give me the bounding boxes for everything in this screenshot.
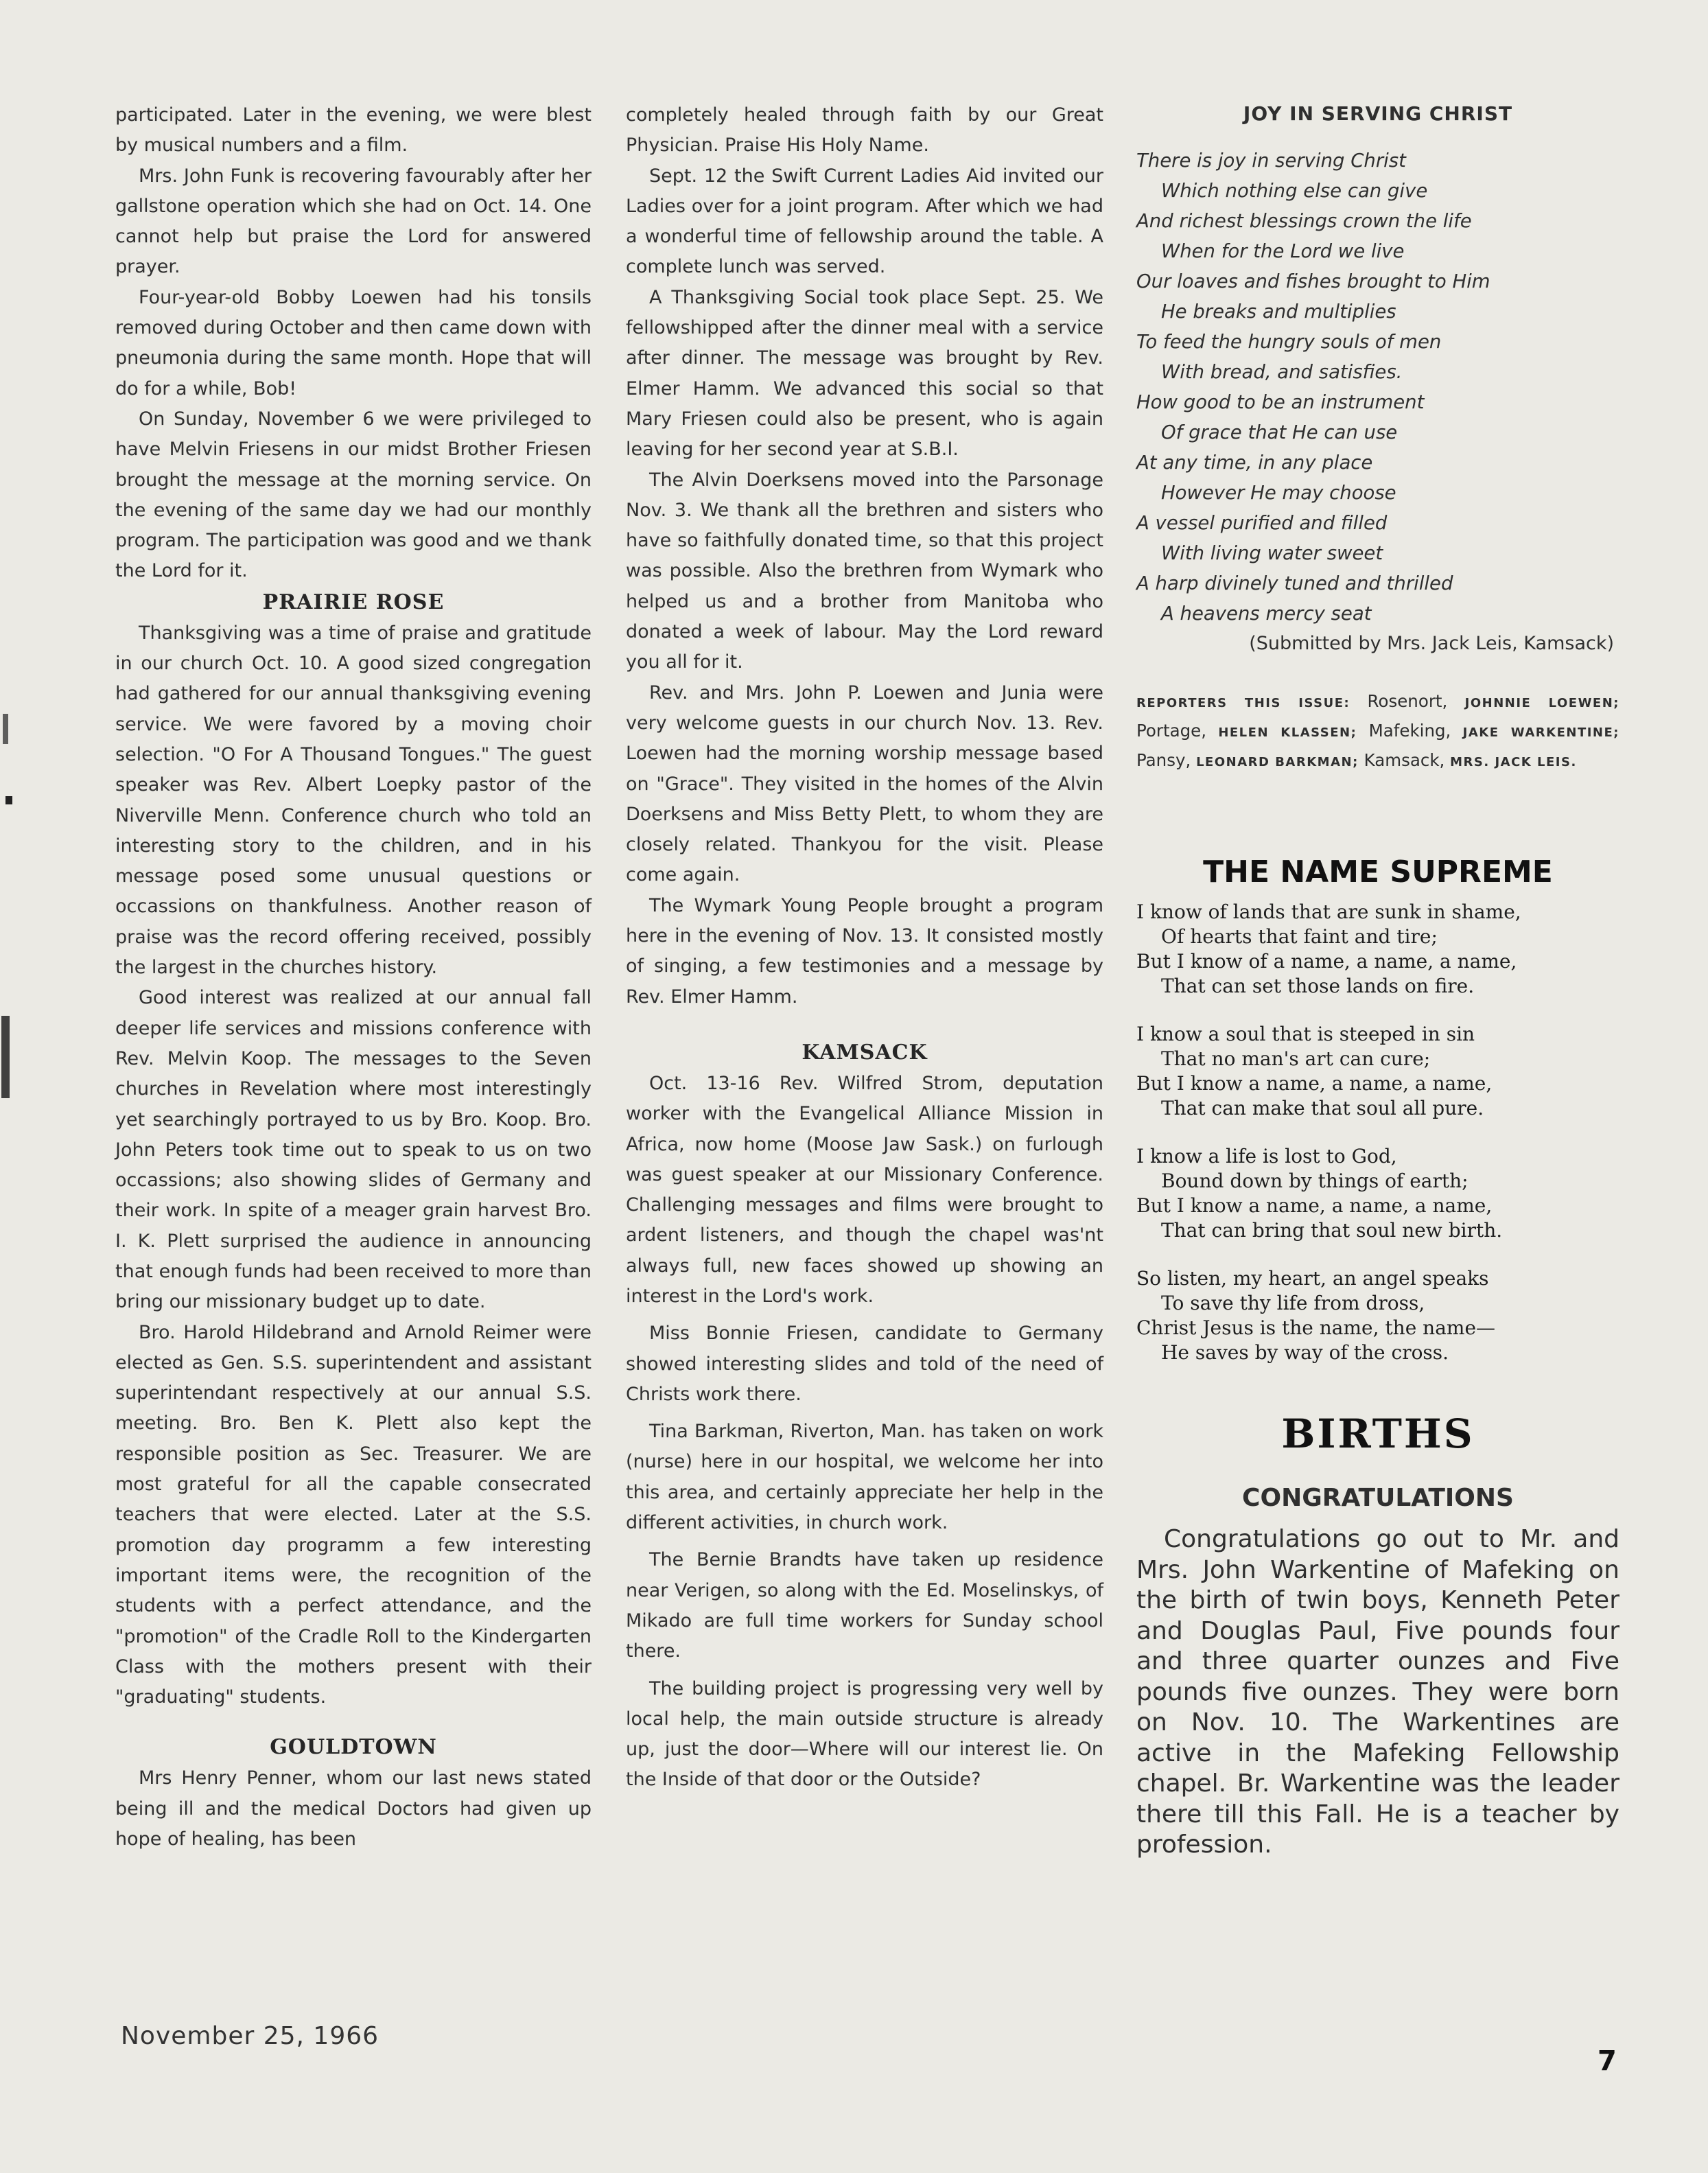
hymn-title: THE NAME SUPREME xyxy=(1203,855,1553,890)
reporter-name: HELEN KLASSEN; xyxy=(1218,725,1357,740)
reporter-name: JOHNNIE LOEWEN; xyxy=(1464,696,1619,710)
reporter-place: Kamsack, xyxy=(1364,750,1445,770)
poem xyxy=(1136,146,1619,629)
poem-line: When for the Lord we live xyxy=(1161,240,1405,262)
paragraph: Miss Bonnie Friesen, candidate to Germany showed interesting slides and told of the need of Christs work there. xyxy=(626,1323,1103,1405)
paragraph: participated. Later in the evening, we were blest by musical numbers and a film. xyxy=(115,104,592,156)
paragraph: Oct. 13-16 Rev. Wilfred Strom, deputation worker with the Evangelical Alliance Mission in Africa, now home (Moose Jaw Sask.) on furlough was guest speaker at our Missionary Conference. Challenging messages and films were brought to ardent listeners, and though the chapel was'nt always full, new faces showed up showing an interest in the Lord's work. xyxy=(626,1072,1103,1307)
hymn-line: But I know of a name, a name, a name, xyxy=(1136,950,1517,973)
paragraph: Mrs Henry Penner, whom our last news stated being ill and the medical Doctors had given up hope of healing, has been xyxy=(115,1767,592,1850)
poem-line: To feed the hungry souls of men xyxy=(1136,331,1442,353)
paragraph: A Thanksgiving Social took place Sept. 25. We fellowshipped after the dinner meal with a service after dinner. The message was brought by Rev. Elmer Hamm. We advanced this social so that Mary Friesen could also be present, who is again leaving for her second year at S.B.I. xyxy=(626,286,1103,461)
section-heading-prairie-rose: PRAIRIE ROSE xyxy=(262,590,445,614)
reporter-place: Portage, xyxy=(1136,721,1206,741)
poem-line: Which nothing else can give xyxy=(1161,180,1428,202)
column-middle xyxy=(626,100,1103,1796)
paragraph: The Alvin Doerksens moved into the Parsonage Nov. 3. We thank all the brethren and sisters who have so faithfully donated time, so that this project was possible. Also the brethren from Wymark who helped us and a brother from Manitoba who donated a week of labour. May the Lord reward you all for it. xyxy=(626,469,1103,673)
section-heading-kamsack: KAMSACK xyxy=(802,1040,928,1065)
reporter-place: Rosenort, xyxy=(1367,691,1448,711)
poem-title: JOY IN SERVING CHRIST xyxy=(1243,102,1513,125)
scan-mark xyxy=(5,796,12,804)
reporters-list xyxy=(1136,688,1619,776)
reporter-place: Mafeking, xyxy=(1368,721,1451,741)
births-heading: BIRTHS xyxy=(1281,1410,1475,1457)
paragraph: Rev. and Mrs. John P. Loewen and Junia were very welcome guests in our church Nov. 13. Rev. Loewen had the morning worship message based on "Grace". They visited in the homes of the Alvin Doerksens and Miss Betty Plett, to whom they are closely related. Thankyou for the visit. Please come again. xyxy=(626,682,1103,886)
reporter-place: Pansy, xyxy=(1136,750,1191,770)
column-right xyxy=(1136,100,1619,1861)
poem-line: A vessel purified and filled xyxy=(1136,512,1388,534)
hymn-stanza xyxy=(1136,900,1619,999)
page-number: 7 xyxy=(1598,2045,1617,2077)
congratulations-heading: CONGRATULATIONS xyxy=(1242,1484,1514,1512)
scan-mark xyxy=(3,714,8,744)
reporters-label: REPORTERS THIS ISSUE: xyxy=(1136,696,1350,710)
paragraph: The Bernie Brandts have taken up residence near Verigen, so along with the Ed. Moselinskys, of Mikado are full time workers for Sunday school there. xyxy=(626,1549,1103,1662)
poem-line: At any time, in any place xyxy=(1136,452,1373,474)
hymn-line: Of hearts that faint and tire; xyxy=(1161,925,1438,948)
hymn-line: But I know a name, a name, a name, xyxy=(1136,1072,1493,1095)
paragraph: Bro. Harold Hildebrand and Arnold Reimer were elected as Gen. S.S. superintendent and assistant superintendant respectively at our annual S.S. meeting. Bro. Ben K. Plett also kept the responsible position as Sec. Treasurer. We are most grateful for all the capable consecrated teachers that were elected. Later at the S.S. promotion day programm a few interesting important items were, the recognition of the students with a perfect attendance, and the "promotion" of the Cradle Roll to the Kindergarten Class with the mothers present with their "graduating" students. xyxy=(115,1321,592,1708)
paragraph: Thanksgiving was a time of praise and gratitude in our church Oct. 10. A good sized congregation had gathered for our annual thanksgiving evening service. We were favored by a moving choir selection. "O For A Thousand Tongues." The guest speaker was Rev. Albert Loepky pastor of the Niverville Menn. Conference church who told an interesting story to the children, and in his message posed some unusual questions or occassions on thankfulness. Another reason of praise was the record offering received, possibly the largest in the churches history. xyxy=(115,622,592,979)
hymn-stanza xyxy=(1136,1144,1619,1243)
scan-mark xyxy=(1,1016,10,1098)
poem-line: Our loaves and fishes brought to Him xyxy=(1136,270,1490,292)
section-heading-gouldtown: GOULDTOWN xyxy=(270,1735,437,1760)
poem-line: A harp divinely tuned and thrilled xyxy=(1136,572,1453,594)
hymn-line: That can bring that soul new birth. xyxy=(1161,1219,1503,1242)
hymn-stanza xyxy=(1136,1022,1619,1121)
hymn-line: To save thy life from dross, xyxy=(1161,1292,1425,1314)
reporter-name: JAKE WARKENTINE; xyxy=(1462,725,1619,740)
poem-line: And richest blessings crown the life xyxy=(1136,210,1472,232)
reporter-name: LEONARD BARKMAN; xyxy=(1196,755,1359,769)
paragraph: Four-year-old Bobby Loewen had his tonsils removed during October and then came down with pneumonia during the same month. Hope that will do for a while, Bob! xyxy=(115,286,592,399)
hymn-line: That no man's art can cure; xyxy=(1161,1047,1431,1070)
poem-line: Of grace that He can use xyxy=(1161,421,1398,443)
poem-line: With bread, and satisfies. xyxy=(1161,361,1403,383)
hymn-line: Bound down by things of earth; xyxy=(1161,1170,1469,1192)
paragraph: Good interest was realized at our annual fall deeper life services and missions conference with Rev. Melvin Koop. The messages to the Seven churches in Revelation where most interestingly yet searchingly portrayed to us by Bro. Koop. Bro. John Peters took time out to speak to us on two occassions; also showing slides of Germany and their work. In spite of a meager grain harvest Bro. I. K. Plett surprised the audience in announcing that enough funds had been received to more than bring our missionary budget up to date. xyxy=(115,987,592,1313)
hymn-line: I know a soul that is steeped in sin xyxy=(1136,1023,1475,1045)
hymn-line: I know a life is lost to God, xyxy=(1136,1145,1397,1167)
hymn-line: That can make that soul all pure. xyxy=(1161,1097,1484,1119)
paragraph: Tina Barkman, Riverton, Man. has taken on work (nurse) here in our hospital, we welcome her into this area, and certainly appreciate her help in the different activities, in church work. xyxy=(626,1421,1103,1534)
hymn-line: But I know a name, a name, a name, xyxy=(1136,1194,1493,1217)
paragraph: The building project is progressing very well by local help, the main outside structure is already up, just the door—Where will our interest lie. On the Inside of that door or the Outside? xyxy=(626,1677,1103,1791)
congratulations-text: Congratulations go out to Mr. and Mrs. John Warkentine of Mafeking on the birth of twin boys, Kenneth Peter and Douglas Paul, Five pounds four and three quarter ounzes and Five pounds five ounzes. They were born on Nov. 10. The Warkentines are active in the Mafeking Fellowship chapel. Br. Warkentine was the leader there till this Fall. He is a teacher by profession. xyxy=(1136,1525,1619,1859)
issue-date: November 25, 1966 xyxy=(121,2022,379,2050)
hymn-line: So listen, my heart, an angel speaks xyxy=(1136,1267,1489,1290)
poem-line: There is joy in serving Christ xyxy=(1136,150,1406,172)
poem-line: He breaks and multiplies xyxy=(1161,301,1396,323)
hymn-line: Christ Jesus is the name, the name— xyxy=(1136,1316,1496,1339)
hymn-line: I know of lands that are sunk in shame, xyxy=(1136,900,1521,923)
reporter-name: MRS. JACK LEIS. xyxy=(1450,755,1577,769)
paragraph: The Wymark Young People brought a program here in the evening of Nov. 13. It consisted mostly of singing, a few testimonies and a message by Rev. Elmer Hamm. xyxy=(626,894,1103,1008)
paragraph: On Sunday, November 6 we were privileged to have Melvin Friesens in our midst Brother Friesen brought the message at the morning service. On the evening of the same day we had our monthly program. The participation was good and we thank the Lord for it. xyxy=(115,408,592,582)
poem-line: However He may choose xyxy=(1161,482,1396,504)
paragraph: Sept. 12 the Swift Current Ladies Aid invited our Ladies over for a joint program. After which we had a wonderful time of fellowship around the table. A complete lunch was served. xyxy=(626,165,1103,278)
hymn-stanza xyxy=(1136,1266,1619,1365)
paragraph: completely healed through faith by our Great Physician. Praise His Holy Name. xyxy=(626,104,1103,156)
poem-line: How good to be an instrument xyxy=(1136,391,1425,413)
column-left xyxy=(115,100,592,1855)
paragraph: Mrs. John Funk is recovering favourably after her gallstone operation which she had on Oct. 14. One cannot help but praise the Lord for answered prayer. xyxy=(115,165,592,278)
hymn-line: He saves by way of the cross. xyxy=(1161,1341,1449,1364)
poem-line: With living water sweet xyxy=(1161,542,1383,564)
poem-line: A heavens mercy seat xyxy=(1161,603,1372,625)
poem-credit: (Submitted by Mrs. Jack Leis, Kamsack) xyxy=(1249,633,1614,654)
hymn-line: That can set those lands on fire. xyxy=(1161,975,1475,997)
